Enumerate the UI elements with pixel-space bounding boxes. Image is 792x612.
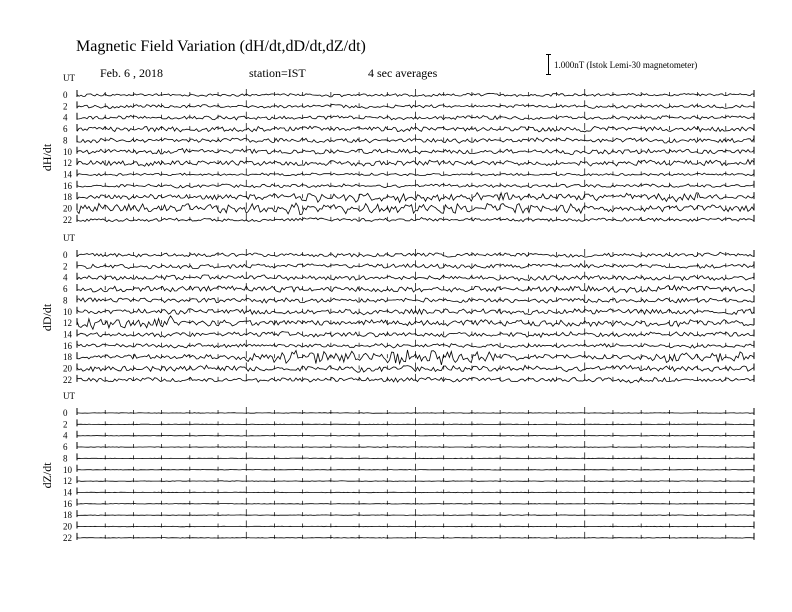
row-hour-label: 0 [63, 250, 68, 260]
trace-line [77, 515, 754, 516]
row-hour-label: 22 [63, 214, 72, 225]
row-hour-label: 20 [63, 521, 72, 532]
trace-line [77, 435, 754, 436]
station-label: station=IST [249, 66, 306, 80]
trace-line [77, 424, 754, 425]
row-hour-label: 2 [63, 101, 68, 112]
row-hour-label: 22 [63, 532, 72, 543]
ut-label: UT [63, 73, 75, 83]
trace-line [77, 526, 754, 527]
row-hour-label: 18 [63, 352, 72, 363]
averaging-label: 4 sec averages [368, 66, 438, 80]
row-hour-label: 0 [63, 408, 68, 418]
row-hour-label: 14 [63, 169, 72, 180]
row-hour-label: 22 [63, 374, 72, 385]
row-hour-label: 12 [63, 158, 72, 169]
panel-axis-label: dH/dt [40, 143, 54, 172]
panel-axis-label: dD/dt [40, 303, 54, 332]
row-hour-label: 2 [63, 419, 68, 430]
panel-axis-label: dZ/dt [40, 462, 54, 489]
row-hour-label: 4 [63, 112, 68, 123]
row-hour-label: 10 [63, 306, 72, 317]
chart-title: Magnetic Field Variation (dH/dt,dD/dt,dZ/dt) [76, 38, 366, 55]
row-hour-label: 2 [63, 261, 68, 272]
row-hour-label: 6 [63, 124, 68, 135]
row-hour-label: 12 [63, 476, 72, 487]
row-hour-label: 16 [63, 180, 72, 191]
row-hour-label: 18 [63, 192, 72, 203]
trace-line [77, 458, 754, 459]
row-hour-label: 20 [63, 363, 72, 374]
trace-line [77, 447, 754, 448]
row-hour-label: 20 [63, 203, 72, 214]
row-hour-label: 4 [63, 272, 68, 283]
row-hour-label: 14 [63, 487, 72, 498]
ut-label: UT [63, 391, 75, 401]
row-hour-label: 8 [63, 135, 68, 146]
row-hour-label: 6 [63, 442, 68, 453]
row-hour-label: 10 [63, 464, 72, 475]
trace-line [77, 538, 754, 539]
row-hour-label: 16 [63, 498, 72, 509]
row-hour-label: 6 [63, 284, 68, 295]
row-hour-label: 4 [63, 430, 68, 441]
row-hour-label: 16 [63, 340, 72, 351]
row-hour-label: 0 [63, 90, 68, 100]
date-label: Feb. 6 , 2018 [100, 66, 163, 80]
row-hour-label: 14 [63, 329, 72, 340]
row-hour-label: 12 [63, 318, 72, 329]
scale-label: 1.000nT (Istok Lemi-30 magnetometer) [554, 60, 698, 70]
row-hour-label: 8 [63, 453, 68, 464]
row-hour-label: 18 [63, 510, 72, 521]
ut-label: UT [63, 233, 75, 243]
trace-line [77, 470, 754, 471]
row-hour-label: 8 [63, 295, 68, 306]
row-hour-label: 10 [63, 146, 72, 157]
